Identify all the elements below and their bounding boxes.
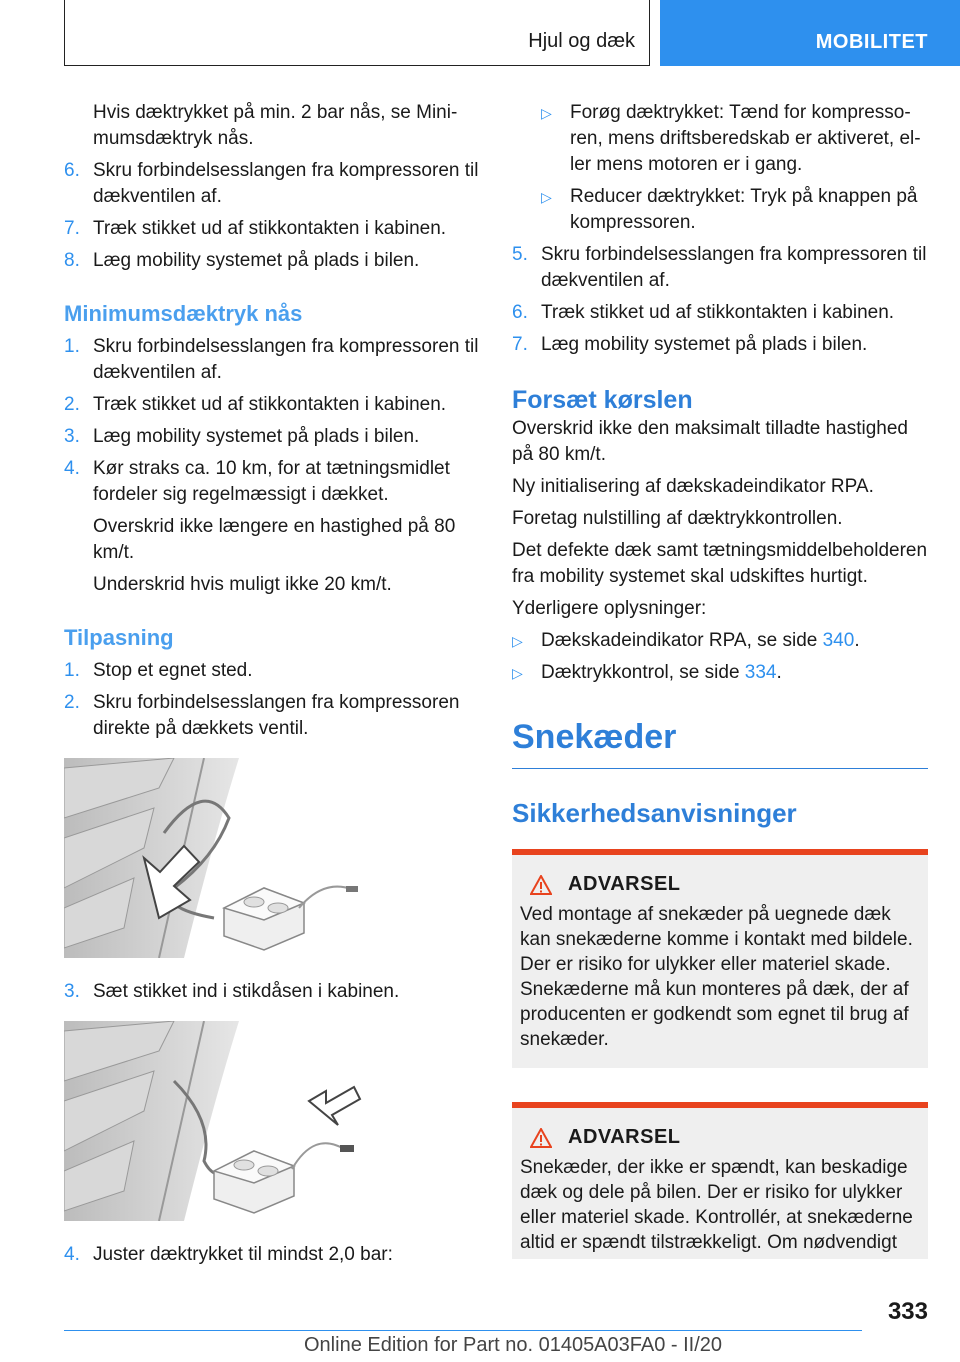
warning-box — [512, 1102, 928, 1259]
footer-edition: Online Edition for Part no. 01405A03FA0 - II/20 — [304, 1334, 723, 1356]
list-item — [512, 660, 928, 686]
step-text: Skru forbindelsesslangen fra kompressoren til dækventilen af. — [541, 244, 927, 291]
warning-title: ADVARSEL — [568, 1126, 681, 1148]
list-item — [512, 242, 928, 294]
step-text: Juster dæktrykket til mindst 2,0 bar: — [93, 1244, 393, 1265]
paragraph: Det defekte dæk samt tætningsmiddelbeholderen fra mobility systemet skal udskiftes hurtigt. — [512, 540, 928, 587]
page-link-340[interactable]: 340 — [822, 630, 855, 651]
right-column — [512, 100, 928, 1259]
step-number: 7. — [512, 334, 528, 355]
paragraph: Yderligere oplysninger: — [512, 598, 707, 619]
heading-adjustment: Tilpasning — [64, 625, 174, 650]
bullet-text: Reducer dæktrykket: Tryk på knappen på kompressoren. — [570, 186, 918, 233]
step-text: Træk stikket ud af stikkontakten i kabinen. — [93, 218, 447, 239]
ref-end: . — [776, 662, 782, 683]
warning-text: Ved montage af snekæder på uegnede dæk kan snekæderne komme i kontakt med bildele. Der er risiko for ulykker eller materiel skade. Snekæderne må kun monteres på dæk, der af producenten er godkendt som egnet til brug af snekæder. — [520, 904, 913, 1050]
list-item — [512, 300, 928, 326]
bullet-text: Forøg dæktrykket: Tænd for kompressoren, mens driftsberedskab er aktiveret, eller mens motoren er i gang. — [570, 102, 921, 175]
heading-snow-chains: Snekæder — [512, 716, 928, 769]
paragraph: Foretag nulstilling af dæktrykkontrollen. — [512, 508, 843, 529]
header-section-title: Hjul og dæk — [528, 30, 635, 52]
step-note-speed-min: Underskrid hvis muligt ikke 20 km/t. — [93, 574, 392, 595]
step-text: Stop et egnet sted. — [93, 660, 253, 681]
triangle-bullet-icon: ▷ — [512, 665, 523, 681]
paragraph: Ny initialisering af dækskadeindikator RPA. — [512, 476, 874, 497]
list-item — [541, 100, 928, 178]
list-item — [64, 158, 484, 210]
ref-text: Dækskadeindikator RPA, se side — [541, 630, 823, 651]
warning-text: Snekæder, der ikke er spændt, kan beskadige dæk og dele på bilen. Der er risiko for ulykker eller materiel skade. Kontrollér, at snekæderne altid er spændt tilstrækkeligt. Om nødvendigt — [520, 1157, 913, 1253]
steps-list-d — [512, 242, 928, 358]
warning-title: ADVARSEL — [568, 873, 681, 895]
step-number: 2. — [64, 394, 80, 415]
step-number: 7. — [64, 218, 80, 239]
warning-header — [520, 1126, 920, 1149]
step-number: 6. — [512, 302, 528, 323]
plug-into-socket-illustration — [64, 1021, 364, 1221]
warning-box — [512, 849, 928, 1068]
header-chapter-title: MOBILITET — [815, 31, 928, 53]
list-item — [64, 334, 484, 386]
step-number: 6. — [64, 160, 80, 181]
list-item — [64, 658, 484, 684]
step-text: Læg mobility systemet på plads i bilen. — [93, 250, 420, 271]
list-item — [64, 1242, 484, 1268]
heading-continue-driving: Forsæt kørslen — [512, 386, 693, 414]
list-item — [64, 979, 484, 1005]
warning-triangle-icon — [530, 875, 552, 895]
pressure-bullets — [512, 100, 928, 236]
list-item — [64, 392, 484, 418]
intro-text: Hvis dæktrykket på min. 2 bar nås, se Minimumsdæktryk nås. — [93, 102, 458, 149]
step-number: 3. — [64, 426, 80, 447]
header-chapter-tab[interactable] — [660, 0, 960, 66]
step-text: Skru forbindelsesslangen fra kompressoren direkte på dækkets ventil. — [93, 692, 460, 739]
step-text: Læg mobility systemet på plads i bilen. — [93, 426, 420, 447]
list-item — [64, 216, 484, 242]
step-text: Læg mobility systemet på plads i bilen. — [541, 334, 868, 355]
steps-list-a — [64, 158, 484, 274]
compressor-to-valve-illustration — [64, 758, 364, 958]
step-number: 4. — [64, 1244, 80, 1265]
left-column — [64, 100, 484, 1268]
page-number: 333 — [887, 1298, 928, 1325]
step-number: 1. — [64, 660, 80, 681]
list-item — [64, 424, 484, 450]
steps-list-b — [64, 334, 484, 598]
step-number: 4. — [64, 458, 80, 479]
triangle-bullet-icon: ▷ — [541, 105, 552, 121]
list-item — [541, 184, 928, 236]
step-number: 3. — [64, 981, 80, 1002]
step-number: 5. — [512, 244, 528, 265]
list-item — [64, 248, 484, 274]
steps-list-c — [64, 658, 484, 742]
step-text: Skru forbindelsesslangen fra kompressoren til dækventilen af. — [93, 160, 479, 207]
page-link-334[interactable]: 334 — [744, 662, 777, 683]
step-note-speed-max: Overskrid ikke længere en hastighed på 80 km/t. — [93, 516, 456, 563]
heading-safety-instructions: Sikkerhedsanvisninger — [512, 798, 797, 828]
step-number: 1. — [64, 336, 80, 357]
list-item — [512, 332, 928, 358]
paragraph: Overskrid ikke den maksimalt tilladte hastighed på 80 km/t. — [512, 418, 909, 465]
step-text: Træk stikket ud af stikkontakten i kabinen. — [93, 394, 447, 415]
reference-bullets — [512, 628, 928, 686]
warning-triangle-icon — [530, 1128, 552, 1148]
header-section-box — [64, 0, 650, 66]
heading-minimum-pressure: Minimumsdæktryk nås — [64, 301, 303, 326]
triangle-bullet-icon: ▷ — [541, 189, 552, 205]
step-text: Kør straks ca. 10 km, for at tætningsmidlet fordeler sig regelmæssigt i dækket. — [93, 458, 450, 505]
warning-header — [520, 873, 920, 896]
step-text: Træk stikket ud af stikkontakten i kabinen. — [541, 302, 895, 323]
ref-text: Dæktrykkontrol, se side — [541, 662, 745, 683]
footer-divider — [64, 1330, 862, 1331]
step-number: 2. — [64, 692, 80, 713]
triangle-bullet-icon: ▷ — [512, 633, 523, 649]
list-item — [64, 690, 484, 742]
list-item — [64, 456, 484, 508]
ref-end: . — [854, 630, 860, 651]
step-number: 8. — [64, 250, 80, 271]
step-text: Skru forbindelsesslangen fra kompressoren til dækventilen af. — [93, 336, 479, 383]
step-text: Sæt stikket ind i stikdåsen i kabinen. — [93, 981, 400, 1002]
list-item — [512, 628, 928, 654]
